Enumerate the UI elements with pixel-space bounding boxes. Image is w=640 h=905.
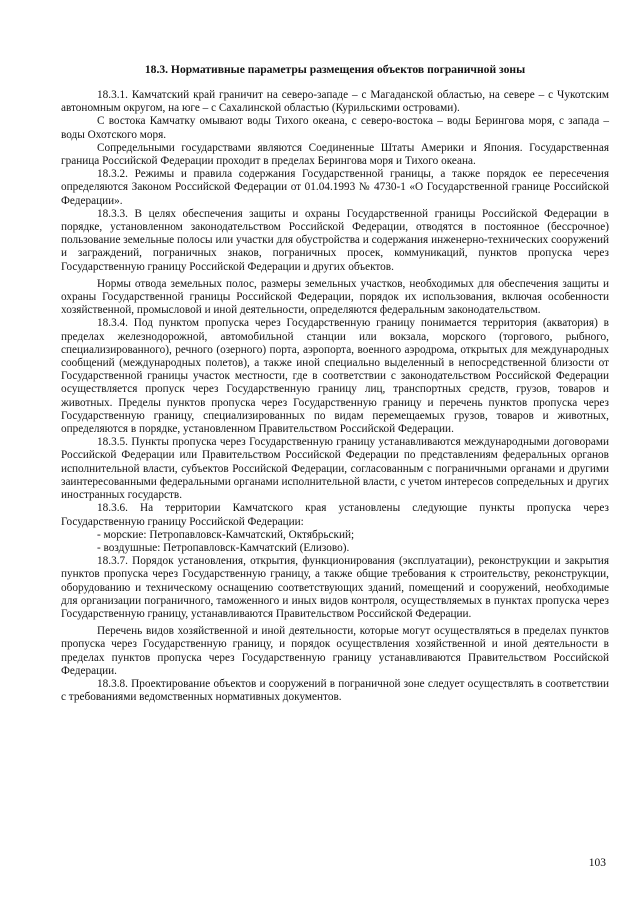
paragraph-18-3-1: 18.3.1. Камчатский край граничит на северо-западе – с Магаданской областью, на севере – с Чукотским автономным округом, на юге – с Сахалинской областью (Курильскими островами). — [61, 89, 609, 115]
section-heading: 18.3. Нормативные параметры размещения объектов пограничной зоны — [144, 63, 526, 76]
list-item-air-ports: - воздушные: Петропавловск-Камчатский (Елизово). — [97, 541, 350, 554]
paragraph-18-3-7: 18.3.7. Порядок установления, открытия, функционирования (эксплуатации), реконструкции и закрытия пунктов пропуска через Государственную границу, а также общие требования к строительству, реконструкции, оборудованию и техническому оснащению соответствующих зданий, помещений и сооружений, необходимые для организации пограничного, таможенного и иных видов контроля, осуществляемых в пунктах пропуска через Государственную границу, устанавливаются Правительством Российской Федерации. — [61, 555, 609, 620]
page-number: 103 — [588, 857, 606, 869]
paragraph-18-3-3: 18.3.3. В целях обеспечения защиты и охраны Государственной границы Российской Федерации в порядке, установленном законодательством Российской Федерации, отводятся в постоянное (бессрочное) пользование земельные полосы или участки для обустройства и содержания инженерно-технических сооружений и заграждений, пограничных знаков, пограничных просек, коммуникаций, пунктов пропуска через Государственную границу Российской Федерации и других объектов. — [61, 207, 609, 273]
paragraph-18-3-2: 18.3.2. Режимы и правила содержания Государственной границы, а также порядок ее пересечения определяются Законом Российской Федерации от 01.04.1993 № 4730-1 «О Государственной границе Российской Федерации». — [61, 168, 609, 207]
paragraph-18-3-4: 18.3.4. Под пунктом пропуска через Государственную границу понимается территория (акватория) в пределах железнодорожной, автомобильной станции или вокзала, морского (торгового, рыбного, специализированного), речного (озерного) порта, аэропорта, военного аэродрома, открытых для международных сообщений (международных полетов), а также иной специально выделенный в непосредственной близости от Государственной границы участок местности, где в соответствии с законодательством Российской Федерации осуществляется пропуск через Государственную границу лиц, транспортных средств, грузов, товаров и животных. Пределы пунктов пропуска через Государственную границу и перечень пунктов пропуска через Государственную границу, специализированных по видам перемещаемых грузов, товаров и животных, определяются в порядке, установленном Правительством Российской Федерации. — [61, 317, 609, 436]
paragraph-18-3-6: 18.3.6. На территории Камчатского края установлены следующие пункты пропуска через Государственную границу Российской Федерации: — [61, 502, 609, 528]
paragraph-neighbor-states: Сопредельными государствами являются Соединенные Штаты Америки и Япония. Государственная граница Российской Федерации проходит в пределах Берингова моря и Тихого океана. — [61, 141, 609, 168]
paragraph-land-norms: Нормы отвода земельных полос, размеры земельных участков, необходимых для обеспечения защиты и охраны Государственной границы Российской Федерации, порядок их использования, включая особенности хозяйственной, промысловой и иной деятельности, определяются федеральным законодательством. — [61, 277, 609, 317]
list-item-sea-ports: - морские: Петропавловск-Камчатский, Октябрьский; — [97, 528, 355, 541]
document-body — [61, 62, 609, 704]
paragraph-activities-list: Перечень видов хозяйственной и иной деятельности, которые могут осуществляться в пределах пунктов пропуска через Государственную границу, и порядок осуществления хозяйственной и иной деятельности в пределах пунктов пропуска через Государственную границу устанавливаются Правительством Российской Федерации. — [61, 625, 609, 677]
paragraph-east-coast: С востока Камчатку омывают воды Тихого океана, с северо-востока – воды Берингова моря, с запада – воды Охотского моря. — [61, 115, 609, 141]
paragraph-18-3-8: 18.3.8. Проектирование объектов и сооружений в пограничной зоне следует осуществлять в соответствии с требованиями ведомственных нормативных документов. — [61, 677, 609, 704]
paragraph-18-3-5: 18.3.5. Пункты пропуска через Государственную границу устанавливаются международными договорами Российской Федерации или Правительством Российской Федерации по представлениям федеральных органов исполнительной власти, субъектов Российской Федерации, согласованным с пограничными органами и другими заинтересованными федеральными органами исполнительной власти, с учетом интересов сопредельных и других иностранных государств. — [61, 436, 609, 502]
